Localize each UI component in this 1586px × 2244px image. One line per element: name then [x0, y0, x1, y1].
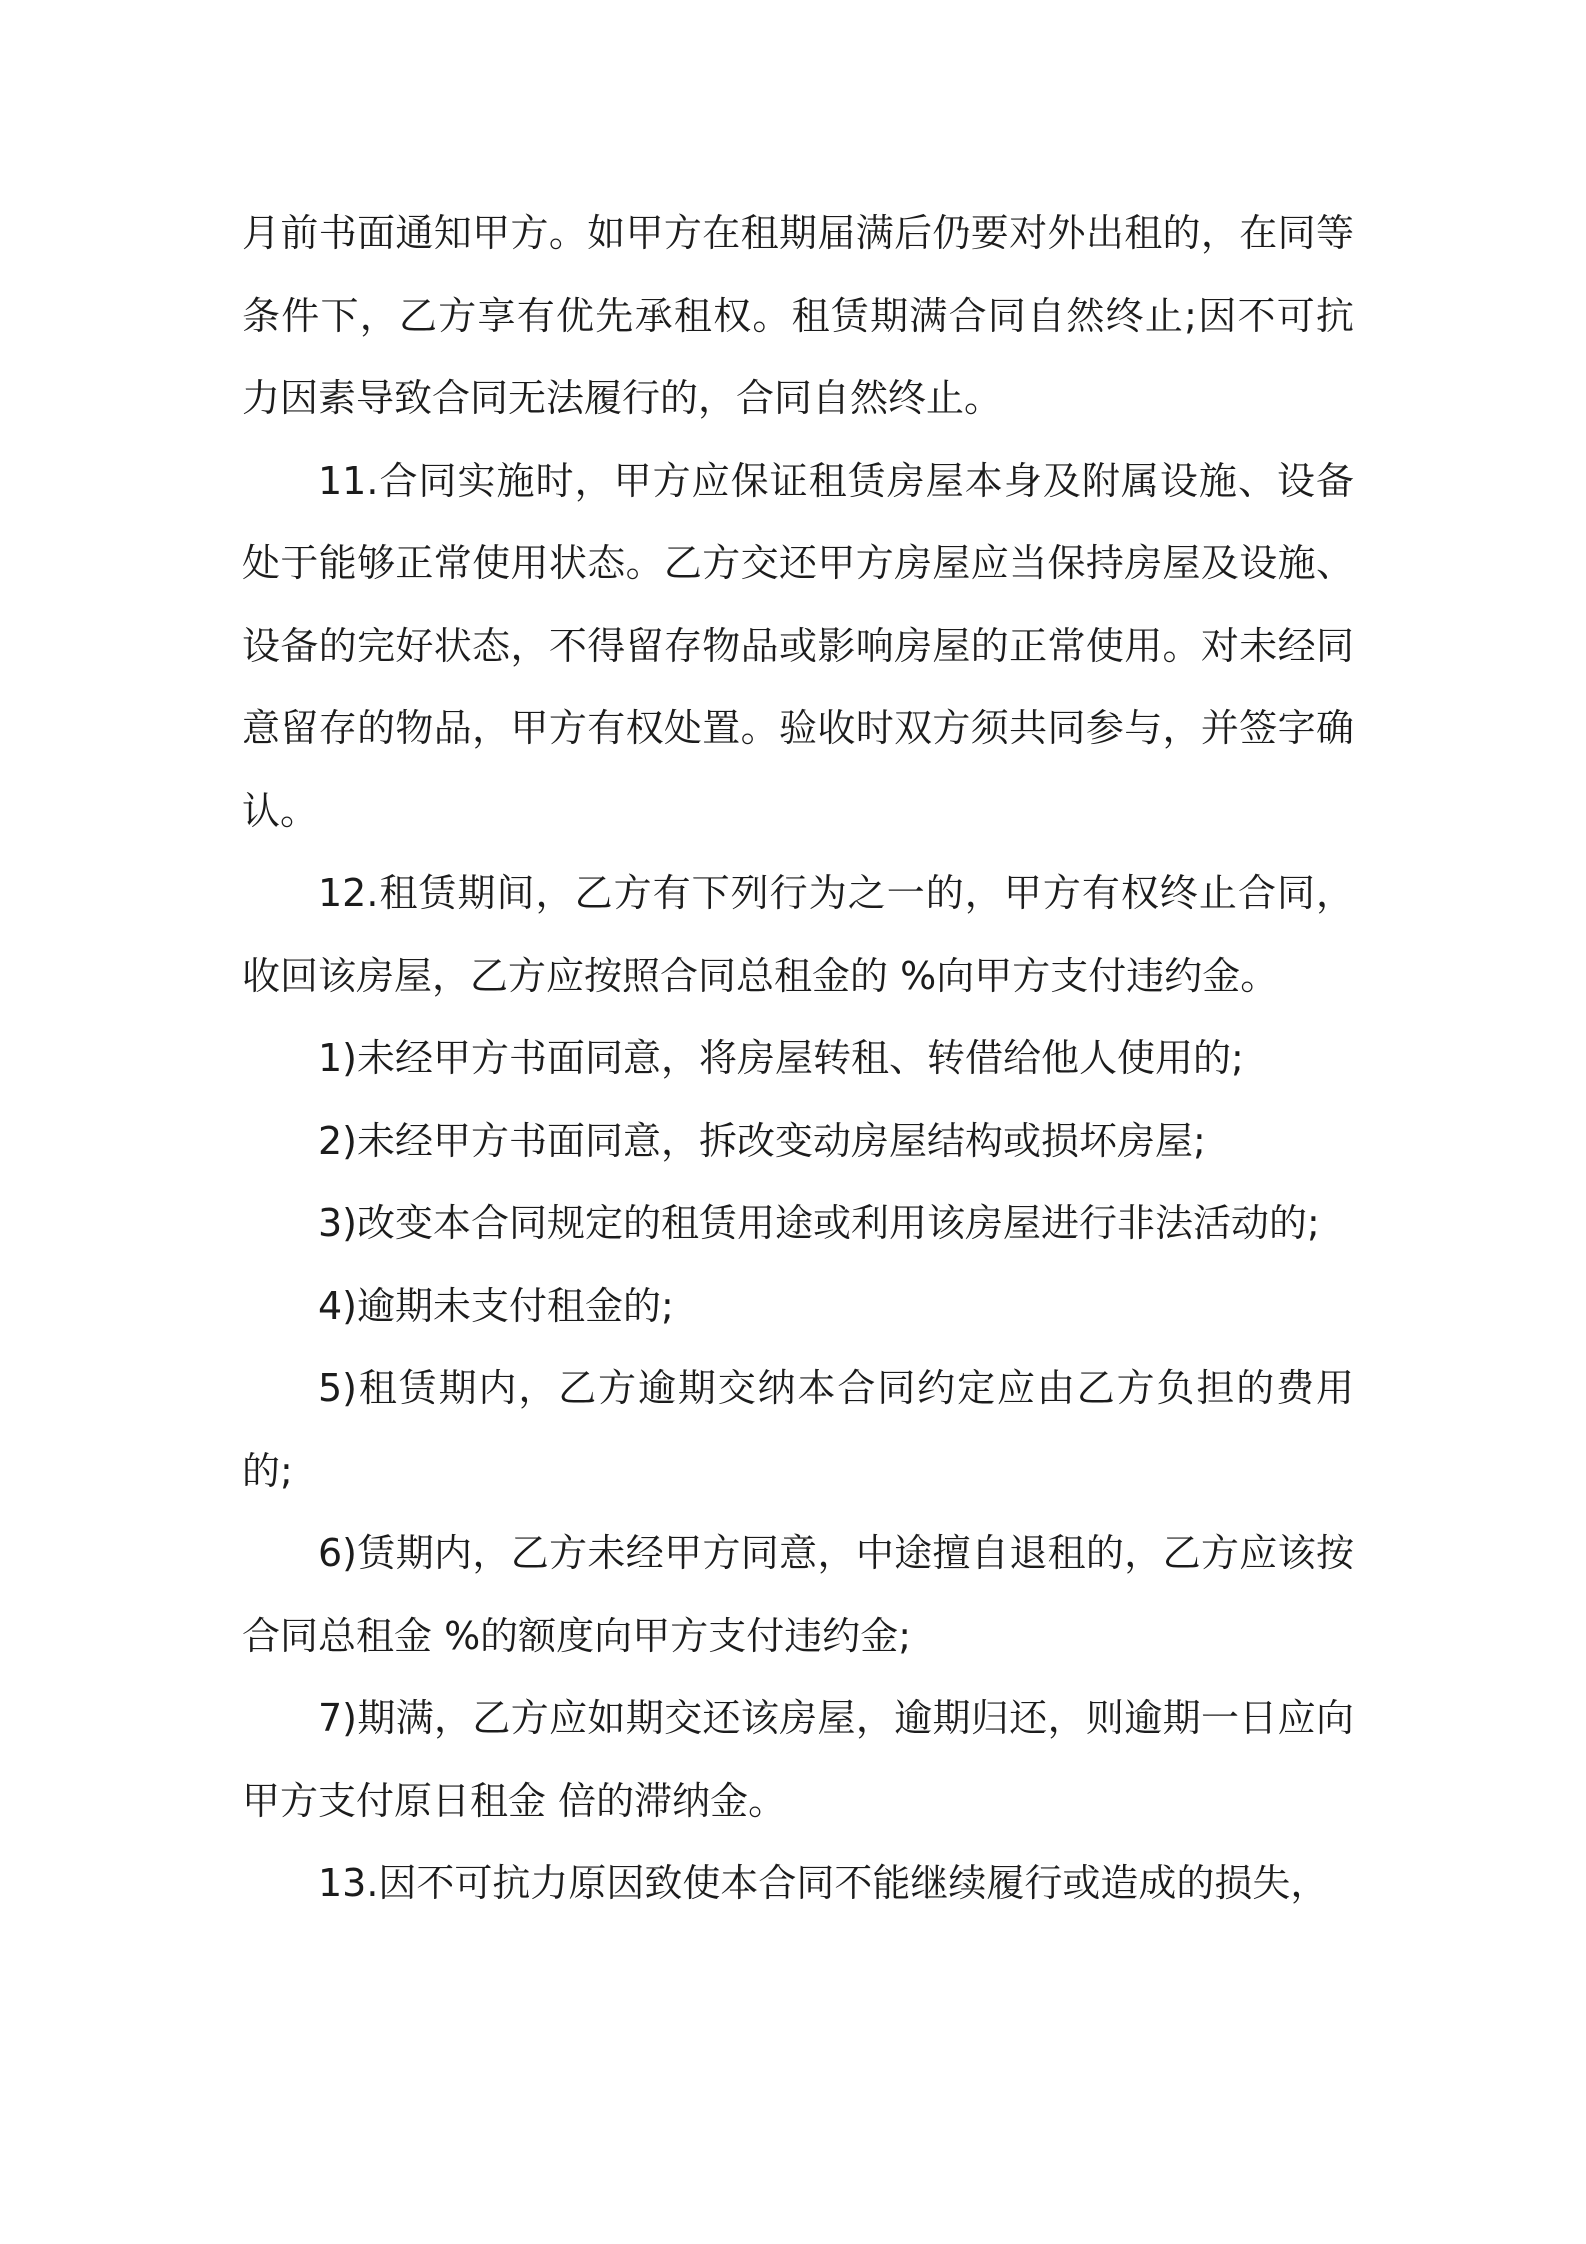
- clause-11: 11.合同实施时，甲方应保证租赁房屋本身及附属设施、设备处于能够正常使用状态。乙方交还甲方房屋应当保持房屋及设施、设备的完好状态，不得留存物品或影响房屋的正常使用。对未经同意留存的物品，甲方有权处置。验收时双方须共同参与，并签字确认。: [242, 458, 1354, 833]
- paragraph-continuation: 月前书面通知甲方。如甲方在租期届满后仍要对外出租的，在同等条件下，乙方享有优先承租权。租赁期满合同自然终止;因不可抗力因素导致合同无法履行的，合同自然终止。: [242, 211, 1354, 420]
- clause-12-item-5: 5)租赁期内，乙方逾期交纳本合同约定应由乙方负担的费用的;: [242, 1366, 1354, 1493]
- clause-12: 12.租赁期间，乙方有下列行为之一的，甲方有权终止合同，收回该房屋，乙方应按照合同总租金的 %向甲方支付违约金。: [242, 871, 1354, 998]
- clause-12-item-4: 4)逾期未支付租金的;: [318, 1283, 674, 1328]
- clause-12-item-1: 1)未经甲方书面同意，将房屋转租、转借给他人使用的;: [318, 1036, 1244, 1080]
- clause-12-item-7: 7)期满，乙方应如期交还该房屋，逾期归还，则逾期一日应向甲方支付原日租金 倍的滞纳金。: [242, 1696, 1354, 1823]
- clause-12-item-2: 2)未经甲方书面同意，拆改变动房屋结构或损坏房屋;: [318, 1118, 1206, 1163]
- document-body: [242, 192, 1354, 1925]
- clause-13: 13.因不可抗力原因致使本合同不能继续履行或造成的损失，: [318, 1861, 1329, 1905]
- clause-12-item-3: 3)改变本合同规定的租赁用途或利用该房屋进行非法活动的;: [318, 1201, 1320, 1245]
- clause-12-item-6: 6)赁期内，乙方未经甲方同意，中途擅自退租的，乙方应该按合同总租金 %的额度向甲方支付违约金;: [242, 1531, 1354, 1658]
